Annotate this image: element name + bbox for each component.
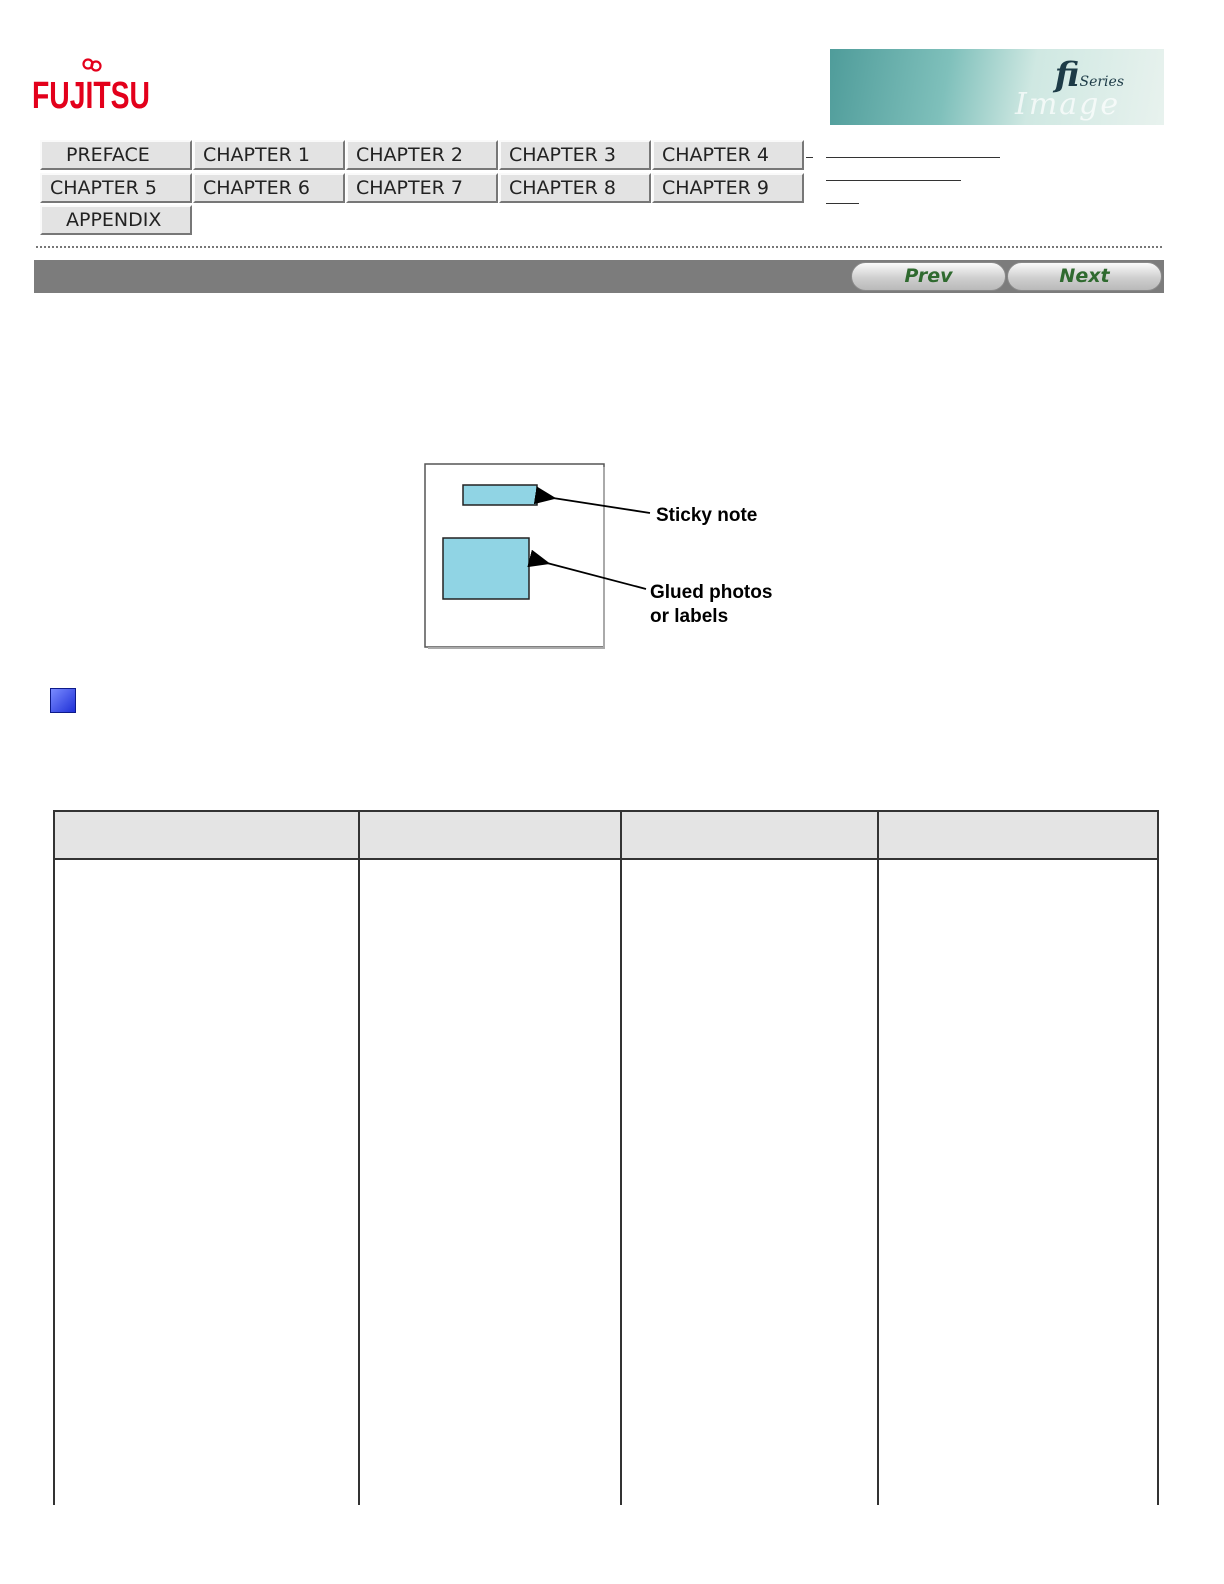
tab-chapter-8[interactable]: CHAPTER 8 xyxy=(499,173,651,203)
content-table xyxy=(53,810,1159,1505)
tab-chapter-3[interactable]: CHAPTER 3 xyxy=(499,140,651,170)
tab-chapter-7[interactable]: CHAPTER 7 xyxy=(346,173,498,203)
logo-text: FUJITSU xyxy=(32,75,150,117)
glued-label-line-1: Glued photos xyxy=(650,582,773,603)
sticky-note-label: Sticky note xyxy=(656,505,758,526)
prev-button[interactable]: Prev xyxy=(851,262,1006,291)
fujitsu-logo xyxy=(30,58,155,120)
tab-appendix[interactable]: APPENDIX xyxy=(40,205,192,235)
table-header-row xyxy=(54,811,1158,859)
nav-link-3[interactable] xyxy=(826,203,859,204)
table-header-cell xyxy=(54,811,359,859)
tab-chapter-9[interactable]: CHAPTER 9 xyxy=(652,173,804,203)
sticky-note-shape xyxy=(463,485,537,505)
table-header-cell xyxy=(359,811,621,859)
glued-photo-shape xyxy=(443,538,529,599)
banner-script: Image Scanner xyxy=(1015,87,1155,157)
dotted-divider xyxy=(36,246,1162,248)
table-cell xyxy=(621,859,878,1505)
table-header-cell xyxy=(878,811,1158,859)
glued-label-line-2: or labels xyxy=(650,606,729,627)
tab-chapter-6[interactable]: CHAPTER 6 xyxy=(193,173,345,203)
tab-chapter-5[interactable]: CHAPTER 5 xyxy=(40,173,192,203)
nav-link-2[interactable] xyxy=(826,180,961,181)
nav-link-1[interactable] xyxy=(826,157,1000,158)
fi-series-banner xyxy=(830,49,1164,157)
tab-chapter-1[interactable]: CHAPTER 1 xyxy=(193,140,345,170)
table-cell xyxy=(878,859,1158,1505)
link-connector xyxy=(806,157,813,158)
next-button[interactable]: Next xyxy=(1007,262,1162,291)
document-figure xyxy=(424,463,794,657)
table-cell xyxy=(54,859,359,1505)
section-bullet-icon xyxy=(50,688,76,713)
table-cell xyxy=(359,859,621,1505)
table-row xyxy=(54,859,1158,1505)
series-mark: fiSeries xyxy=(1054,55,1124,95)
table-header-cell xyxy=(621,811,878,859)
tab-preface[interactable]: PREFACE xyxy=(40,140,192,170)
tab-chapter-2[interactable]: CHAPTER 2 xyxy=(346,140,498,170)
tab-chapter-4[interactable]: CHAPTER 4 xyxy=(652,140,804,170)
